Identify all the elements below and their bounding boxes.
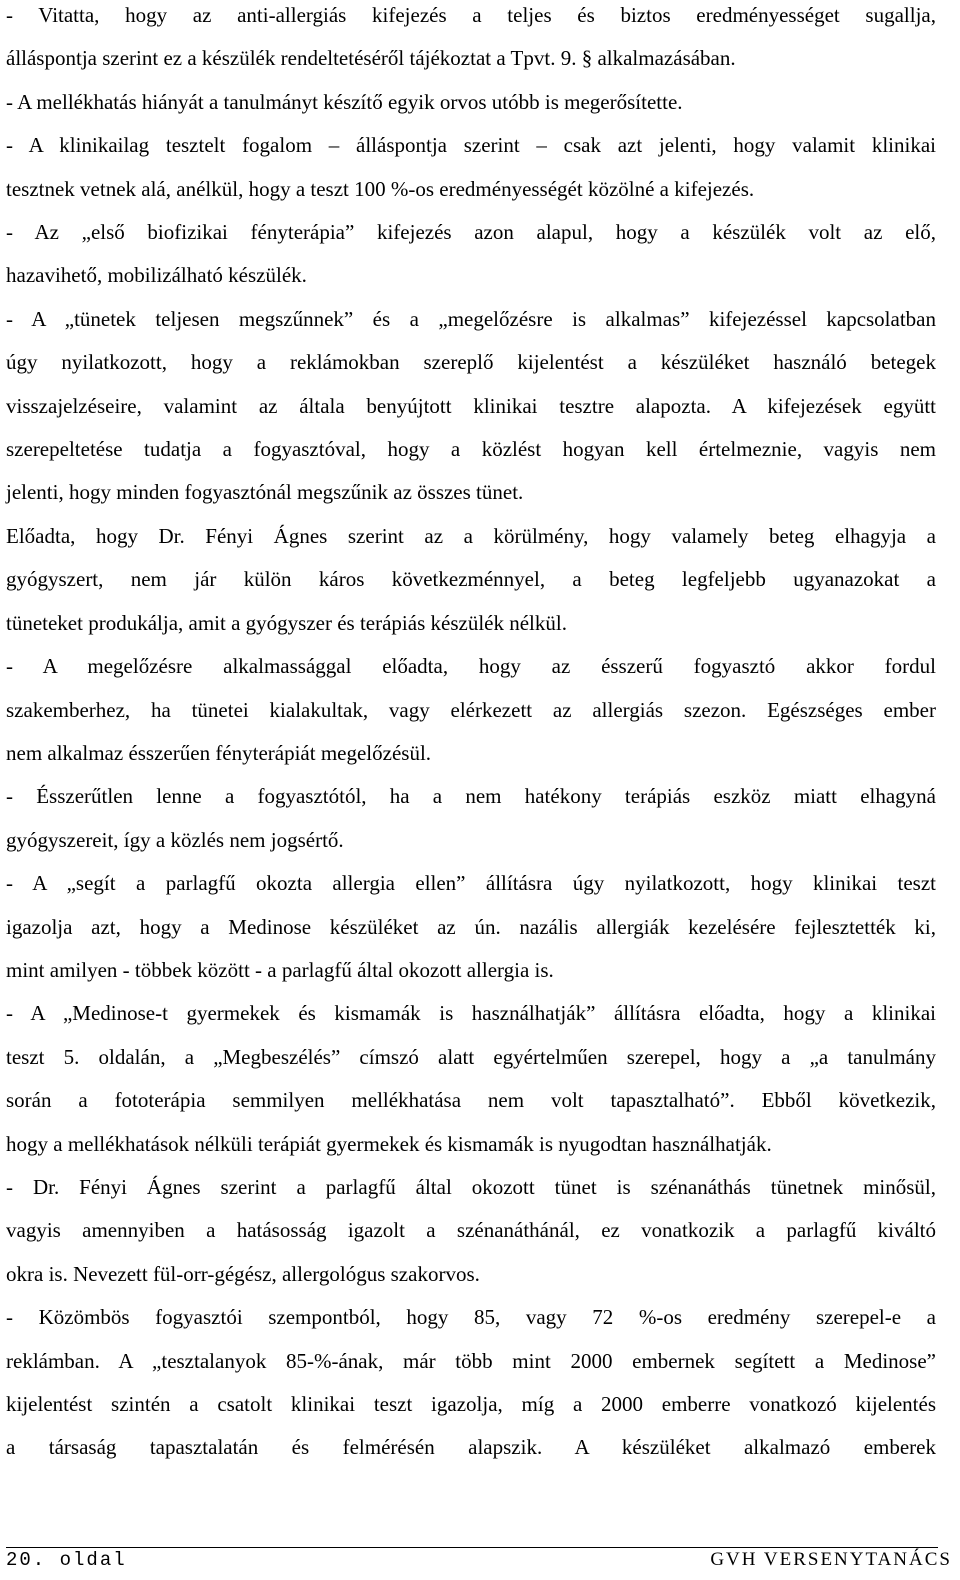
text-line: visszajelzéseire, valamint az általa benyújtott klinikai tesztre alapozta. A kifejezések együtt <box>6 393 936 418</box>
text-line: - Az „első biofizikai fényterápia” kifejezés azon alapul, hogy a készülék volt az elő, <box>6 220 936 245</box>
text-line: Előadta, hogy Dr. Fényi Ágnes szerint az a körülmény, hogy valamely beteg elhagyja a <box>6 523 936 548</box>
text-line: álláspontja szerint ez a készülék rendeltetéséről tájékoztat a Tpvt. 9. § alkalmazásában. <box>6 46 736 71</box>
text-line: vagyis amennyiben a hatásosság igazolt a szénanáthánál, ez vonatkozik a parlagfű kiváltó <box>6 1218 936 1243</box>
text-line: okra is. Nevezett fül-orr-gégész, allergológus szakorvos. <box>6 1261 480 1286</box>
text-line: teszt 5. oldalán, a „Megbeszélés” címszó alatt egyértelműen szerepel, hogy a „a tanulmány <box>6 1044 936 1069</box>
text-line: - Közömbös fogyasztói szempontból, hogy 85, vagy 72 %-os eredmény szerepel-e a <box>6 1305 936 1330</box>
text-line: jelenti, hogy minden fogyasztónál megszűnik az összes tünet. <box>6 480 524 505</box>
body-text <box>6 0 936 1470</box>
text-line: - A „segít a parlagfű okozta allergia ellen” állításra úgy nyilatkozott, hogy klinikai teszt <box>6 871 936 896</box>
footer-organization: GVH VERSENYTANÁCS <box>710 1549 952 1570</box>
footer-page-number: 20. oldal <box>6 1549 127 1571</box>
text-line: gyógyszert, nem jár külön káros következménnyel, a beteg legfeljebb ugyanazokat a <box>6 567 936 592</box>
text-line: a társaság tapasztalatán és felmérésén alapszik. A készüléket alkalmazó emberek <box>6 1435 936 1460</box>
text-line: mint amilyen - többek között - a parlagfű által okozott allergia is. <box>6 957 554 982</box>
text-line: reklámban. A „tesztalanyok 85-%-ának, már több mint 2000 embernek segített a Medinose” <box>6 1348 936 1373</box>
text-line: úgy nyilatkozott, hogy a reklámokban szereplő kijelentést a készüléket használó betegek <box>6 350 936 375</box>
text-line: nem alkalmaz ésszerűen fényterápiát megelőzésül. <box>6 740 432 765</box>
text-line: szerepeltetése tudatja a fogyasztóval, hogy a közlést hogyan kell értelmeznie, vagyis nem <box>6 437 936 462</box>
text-line: - Vitatta, hogy az anti-allergiás kifejezés a teljes és biztos eredményességet sugallja, <box>6 3 936 27</box>
text-line: kijelentést szintén a csatolt klinikai teszt igazolja, míg a 2000 emberre vonatkozó kijelentés <box>6 1392 936 1416</box>
text-line: gyógyszereit, így a közlés nem jogsértő. <box>6 827 344 852</box>
text-line: hazavihető, mobilizálható készülék. <box>6 263 307 288</box>
text-line: - A „tünetek teljesen megszűnnek” és a „megelőzésre is alkalmas” kifejezéssel kapcsolatban <box>6 306 936 331</box>
text-line: szakemberhez, ha tünetei kialakultak, vagy elérkezett az allergiás szezon. Egészséges ember <box>6 697 936 722</box>
text-line: tüneteket produkálja, amit a gyógyszer és terápiás készülék nélkül. <box>6 610 567 635</box>
text-line: során a fototerápia semmilyen mellékhatása nem volt tapasztalható”. Ebből következik, <box>6 1088 936 1113</box>
text-line: igazolja azt, hogy a Medinose készüléket az ún. nazális allergiák kezelésére fejlesztették ki, <box>6 914 936 939</box>
text-line: tesztnek vetnek alá, anélkül, hogy a teszt 100 %-os eredményességét közölné a kifejezés. <box>6 176 755 201</box>
text-line: - A mellékhatás hiányát a tanulmányt készítő egyik orvos utóbb is megerősítette. <box>6 89 683 114</box>
text-line: - Ésszerűtlen lenne a fogyasztótól, ha a nem hatékony terápiás eszköz miatt elhagyná <box>6 784 936 809</box>
text-line: - A „Medinose-t gyermekek és kismamák is használhatják” állításra előadta, hogy a klinikai <box>6 1001 936 1026</box>
text-line: hogy a mellékhatások nélküli terápiát gyermekek és kismamák is nyugodtan használhatják. <box>6 1131 772 1156</box>
text-line: - A klinikailag tesztelt fogalom – álláspontja szerint – csak azt jelenti, hogy valamit klinikai <box>6 133 936 158</box>
text-line: - A megelőzésre alkalmassággal előadta, hogy az ésszerű fogyasztó akkor fordul <box>6 654 936 679</box>
text-line: - Dr. Fényi Ágnes szerint a parlagfű által okozott tünet is szénanáthás tünetnek minősül, <box>6 1174 936 1199</box>
